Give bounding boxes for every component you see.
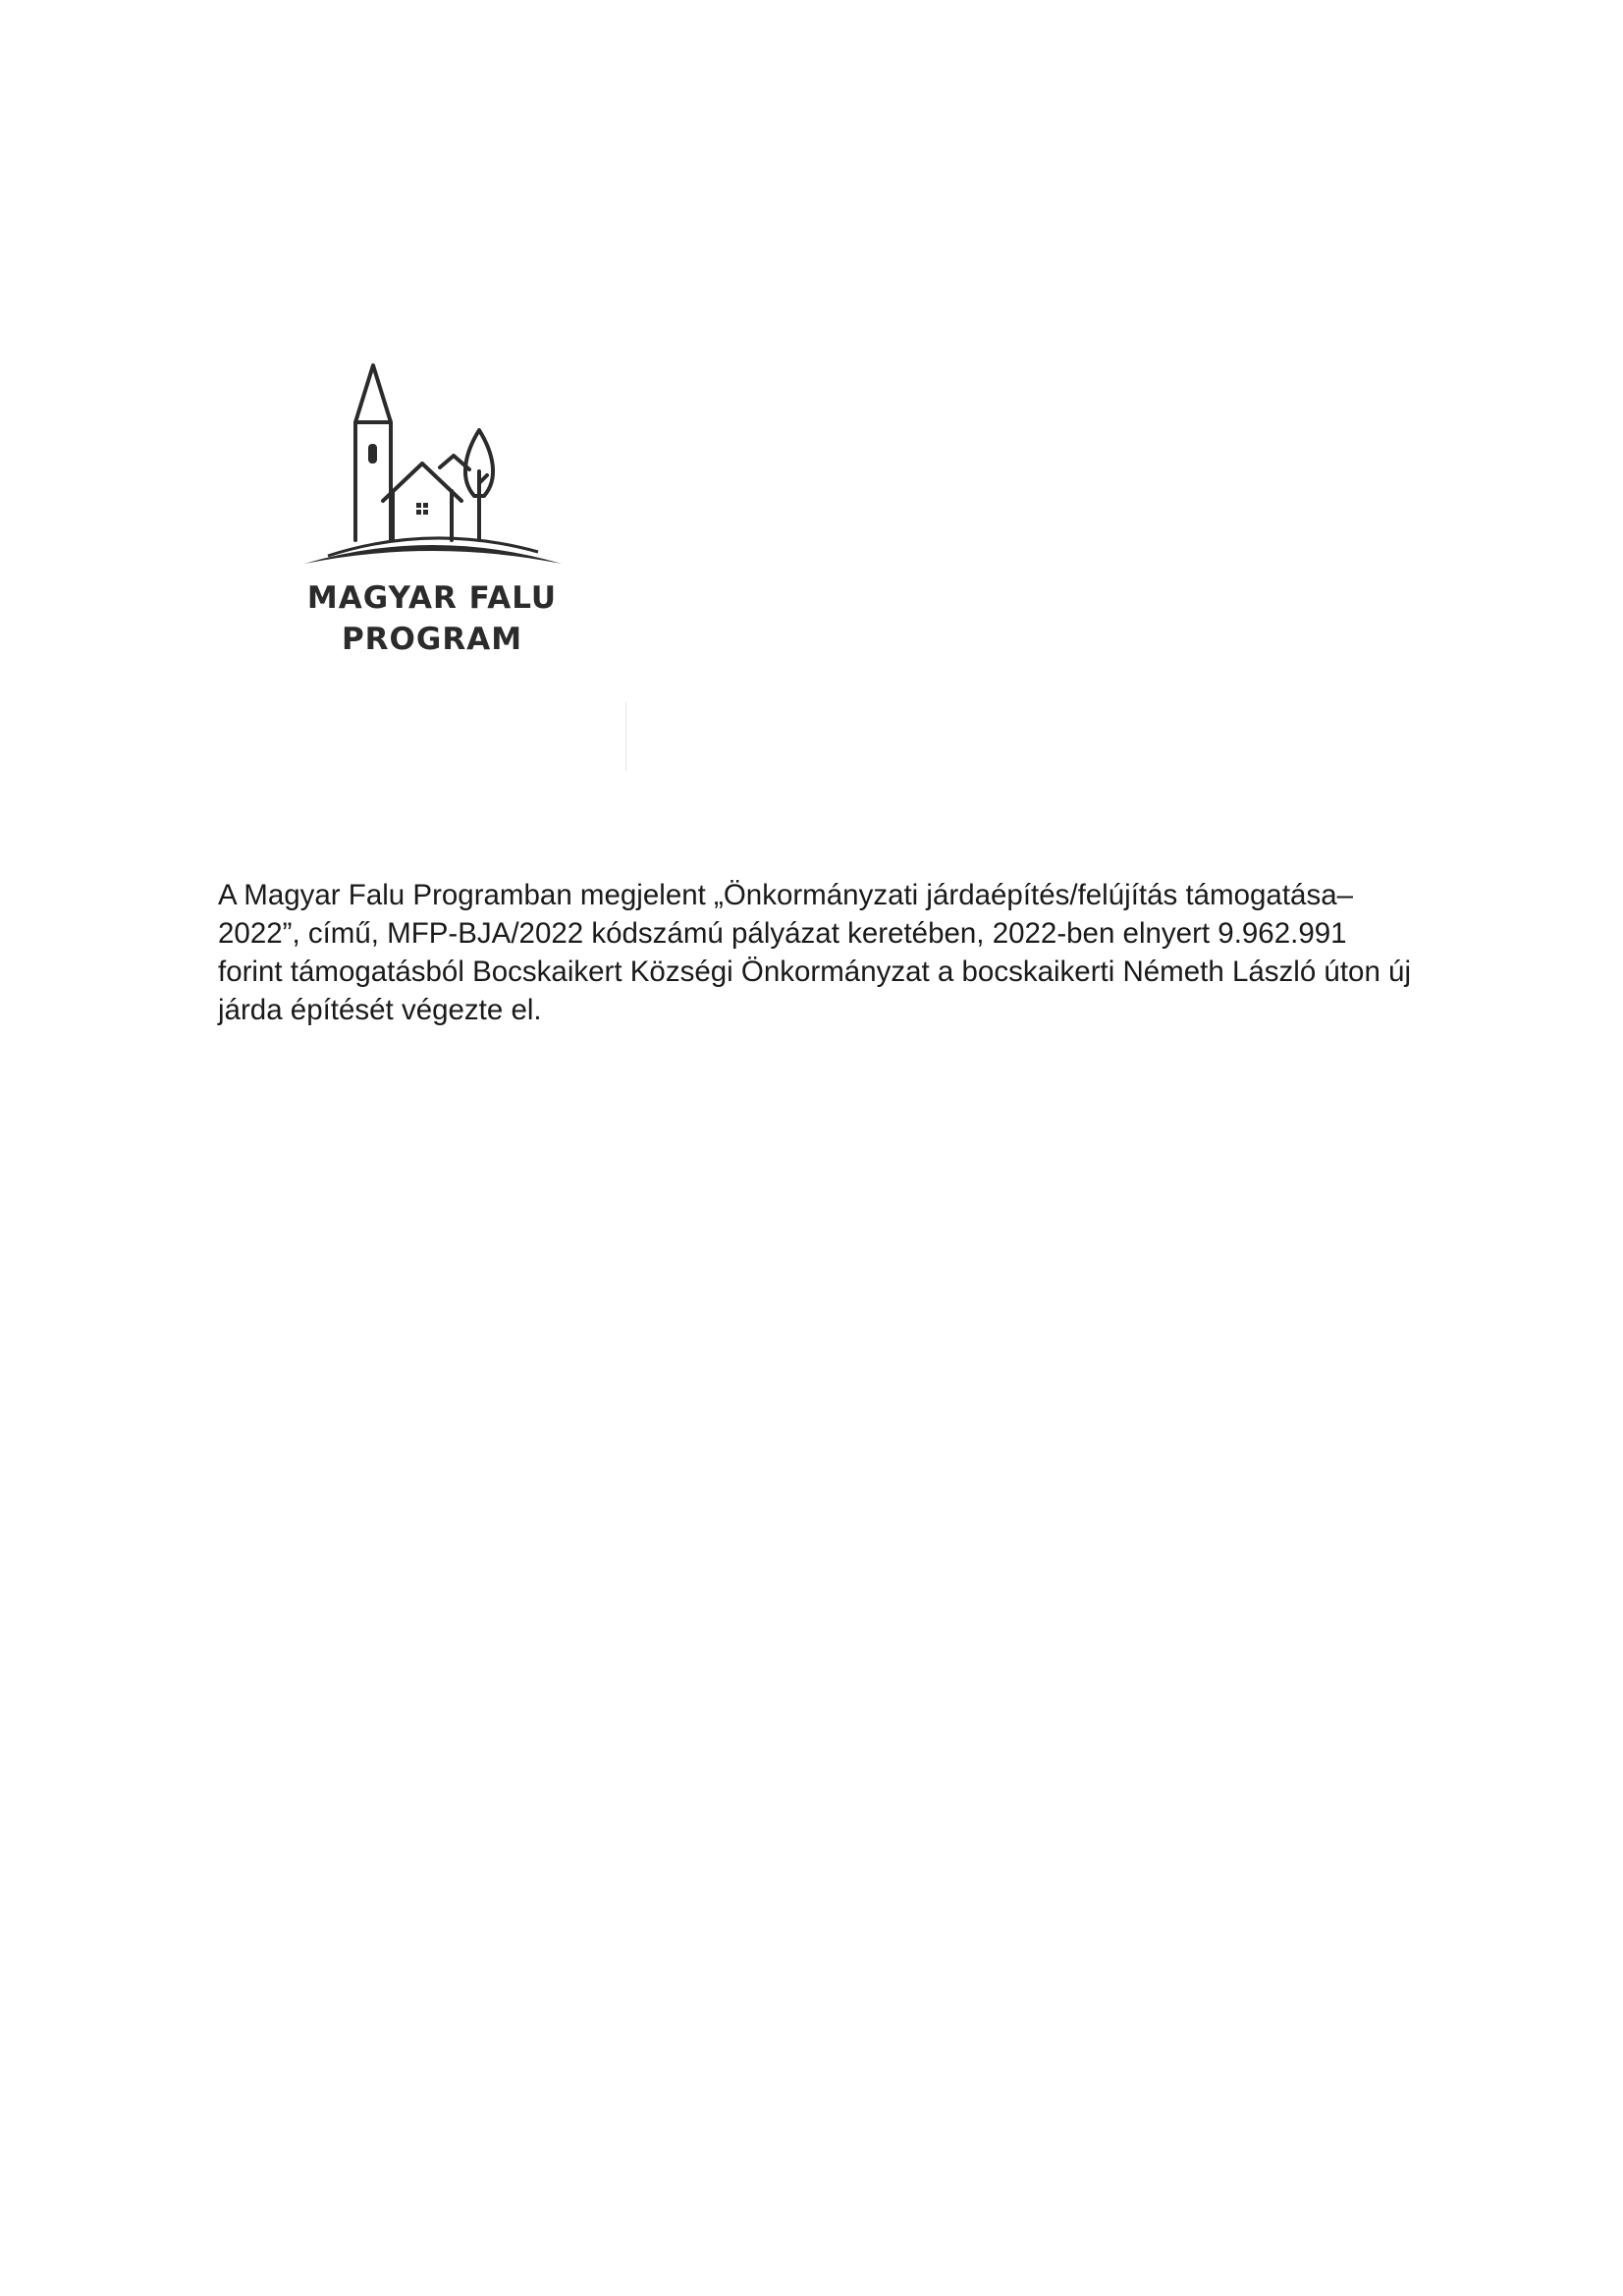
paragraph-line: 2022”, című, MFP-BJA/2022 kódszámú pályázat keretében, 2022-ben elnyert 9.962.991 — [218, 917, 1347, 950]
paragraph-line: A Magyar Falu Programban megjelent „Önkormányzati járdaépítés/felújítás támogatása– — [218, 879, 1354, 911]
logo-line-1: MAGYAR FALU — [306, 580, 558, 616]
logo-wordmark — [285, 577, 579, 660]
paragraph-line: járda építését végezte el. — [218, 994, 542, 1026]
announcement-paragraph — [218, 876, 1426, 1029]
logo-line-2: PROGRAM — [341, 622, 523, 657]
scan-artifact-line — [625, 702, 626, 771]
village-church-house-tree-icon — [285, 354, 579, 570]
magyar-falu-program-logo — [285, 354, 579, 668]
paragraph-line: forint támogatásból Bocskaikert Községi Önkormányzat a bocskaikerti Németh László úton új — [218, 956, 1412, 988]
